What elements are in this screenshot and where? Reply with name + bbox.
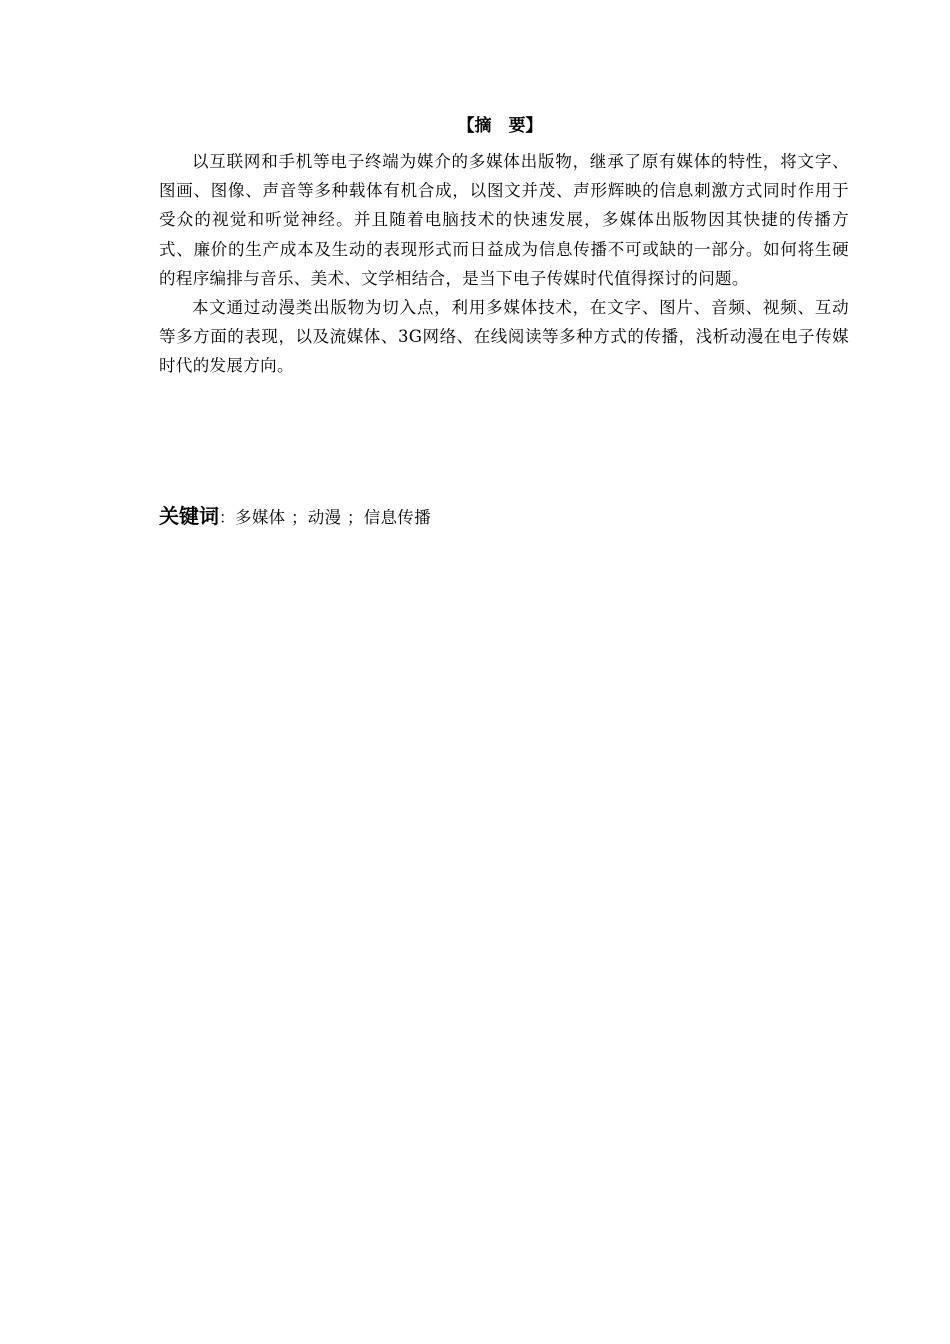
abstract-title-left: 【摘 bbox=[457, 116, 492, 136]
keywords-text: 多媒体 ；动漫 ；信息传播 bbox=[235, 508, 431, 527]
abstract-paragraph-2: 本文通过动漫类出版物为切入点，利用多媒体技术，在文字、图片、音频、视频、互动等多方面的表现，以及流媒体、3G网络、在线阅读等多种方式的传播，浅析动漫在电子传媒时代的发展方向。 bbox=[159, 298, 849, 376]
keywords-colon: ： bbox=[219, 508, 236, 527]
abstract-title bbox=[0, 113, 950, 139]
keywords-line bbox=[159, 501, 431, 533]
keywords-label: 关键词 bbox=[159, 504, 219, 528]
abstract-paragraph-1: 以互联网和手机等电子终端为媒介的多媒体出版物，继承了原有媒体的特性，将文字、图画、图像、声音等多种载体有机合成，以图文并茂、声形辉映的信息刺激方式同时作用于受众的视觉和听觉神经。并且随着电脑技术的快速发展，多媒体出版物因其快捷的传播方式、廉价的生产成本及生动的表现形式而日益成为信息传播不可或缺的一部分。如何将生硬的程序编排与音乐、美术、文学相结合，是当下电子传媒时代值得探讨的问题。 bbox=[159, 152, 849, 288]
abstract-title-right: 要】 bbox=[508, 116, 543, 136]
abstract-body bbox=[159, 147, 849, 381]
